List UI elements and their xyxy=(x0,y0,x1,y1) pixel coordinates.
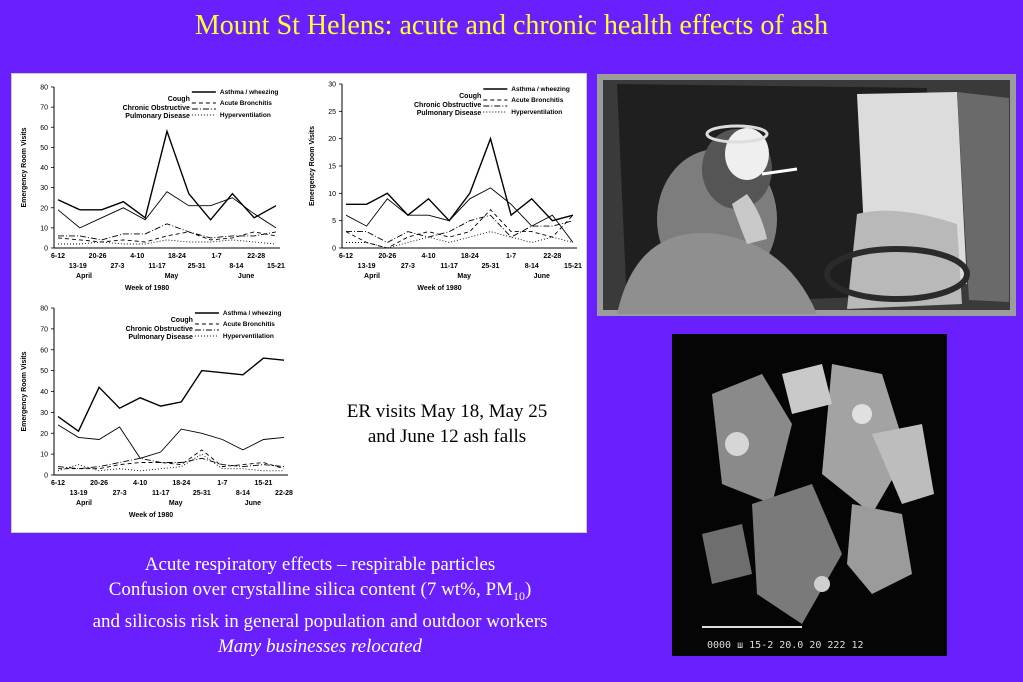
chart1-x-tick-label: 4-10 xyxy=(130,253,145,260)
chart1-x-tick-label: 15-21 xyxy=(267,263,285,270)
chart3-x-tick-label: 27-3 xyxy=(112,490,127,497)
chart3-legend-label: Hyperventilation xyxy=(222,333,274,340)
chart1-x-label: Week of 1980 xyxy=(124,285,170,292)
chart1-legend-label: Chronic Obstructive xyxy=(122,105,190,112)
chart2-series-line xyxy=(346,215,573,242)
chart2-legend-label: Asthma / wheezing xyxy=(511,86,570,93)
chart2-x-tick-label: 20-26 xyxy=(378,253,397,260)
chart2-y-label: Emergency Room Visits xyxy=(309,125,316,207)
chart3-x-tick-label: 6-12 xyxy=(50,480,66,487)
chart1-x-tick-label: 8-14 xyxy=(229,263,244,270)
er-visits-charts-svg xyxy=(12,74,586,532)
chart3-legend-label: Acute Bronchitis xyxy=(222,321,275,328)
bullet-2-subscript: 10 xyxy=(512,588,525,603)
chart2-legend-label: Acute Bronchitis xyxy=(511,97,564,104)
chart1-x-tick-label: 27-3 xyxy=(110,263,125,270)
chart1-legend-label: Cough xyxy=(167,96,190,103)
chart3-month-label: May xyxy=(168,500,183,507)
chart1-x-tick-label: 6-12 xyxy=(50,253,66,260)
chart2-y-tick-label: 10 xyxy=(328,190,336,198)
chart3-x-tick-label: 4-10 xyxy=(133,480,148,487)
chart1-x-tick-label: 13-19 xyxy=(68,263,87,270)
chart3-x-tick-label: 13-19 xyxy=(69,490,88,497)
chart3-x-tick-label: 15-21 xyxy=(254,480,273,487)
chart2-month-label: June xyxy=(533,273,550,280)
bullet-1: Acute respiratory effects – respirable particles xyxy=(144,554,496,575)
chart3-y-tick-label: 40 xyxy=(40,389,48,396)
chart3-y-label: Emergency Room Visits xyxy=(21,351,28,432)
chart1-legend-label: Hyperventilation xyxy=(219,112,271,119)
chart3-x-tick-label: 1-7 xyxy=(217,480,228,487)
chart2-legend-label: Cough xyxy=(459,93,482,100)
caption-line-1: ER visits May 18, May 25 xyxy=(346,401,548,422)
chart1-x-tick-label: 20-26 xyxy=(88,253,107,260)
chart2-x-tick-label: 6-12 xyxy=(338,253,354,260)
chart2-x-tick-label: 22-28 xyxy=(543,253,562,260)
chart2-y-tick-label: 30 xyxy=(328,81,336,89)
chart3-x-tick-label: 22-28 xyxy=(275,490,293,497)
chart1-month-label: May xyxy=(164,273,179,280)
chart3-x-tick-label: 25-31 xyxy=(192,490,211,497)
chart1-y-label: Emergency Room Visits xyxy=(21,127,28,208)
chart2-series-line xyxy=(346,210,573,248)
chart3-y-tick-label: 30 xyxy=(40,409,48,417)
ash-micrograph-photo xyxy=(672,334,947,656)
chart3-y-tick-label: 80 xyxy=(40,305,48,313)
slide-bullets xyxy=(10,552,630,659)
er-visits-chart-panel xyxy=(11,73,587,533)
chart1-y-tick-label: 80 xyxy=(40,84,48,92)
chart2-month-label: April xyxy=(364,273,380,280)
bullet-3: and silicosis risk in general population and outdoor workers xyxy=(92,610,548,632)
chart3-month-label: June xyxy=(244,500,262,507)
chart1-month-label: June xyxy=(237,273,255,280)
masked-driver-photo xyxy=(597,74,1016,316)
chart1-x-tick-label: 1-7 xyxy=(211,253,222,260)
slide-title: Mount St Helens: acute and chronic health effects of ash xyxy=(194,10,829,41)
chart2-x-tick-label: 13-19 xyxy=(357,263,376,270)
chart2-x-tick-label: 15-21 xyxy=(564,263,582,270)
ash-particles-illustration xyxy=(672,334,947,656)
chart1-series-line xyxy=(58,224,276,240)
chart3-x-label: Week of 1980 xyxy=(128,512,174,519)
chart2-x-tick-label: 27-3 xyxy=(400,263,415,270)
chart1-legend-label: Pulmonary Disease xyxy=(125,113,190,120)
bullet-2-close: ) xyxy=(524,579,532,600)
chart2-x-tick-label: 4-10 xyxy=(421,253,436,260)
chart1-series-line xyxy=(58,240,276,244)
chart2-month-label: May xyxy=(457,273,472,280)
chart3-legend-label: Asthma / wheezing xyxy=(222,310,282,317)
chart2-y-tick-label: 0 xyxy=(332,245,336,253)
chart2-y-tick-label: 5 xyxy=(332,218,336,226)
chart1-legend-label: Asthma / wheezing xyxy=(219,89,279,96)
chart2-legend-label: Hyperventilation xyxy=(511,109,563,116)
chart2-legend-label: Chronic Obstructive xyxy=(414,102,482,109)
chart2-y-tick-label: 20 xyxy=(328,136,336,144)
chart3-x-tick-label: 8-14 xyxy=(235,490,250,497)
caption-line-2: and June 12 ash falls xyxy=(367,426,527,447)
chart1-y-tick-label: 30 xyxy=(40,185,48,193)
chart3-x-tick-label: 18-24 xyxy=(172,480,191,487)
bullet-2-text: Confusion over crystalline silica content (7 wt%, PM xyxy=(108,579,513,600)
chart2-legend-label: Pulmonary Disease xyxy=(416,110,482,117)
chart3-y-tick-label: 70 xyxy=(40,326,48,334)
chart2-x-tick-label: 1-7 xyxy=(506,253,517,260)
chart1-y-tick-label: 50 xyxy=(40,144,48,152)
chart1-y-tick-label: 10 xyxy=(40,225,48,233)
chart3-series-line xyxy=(58,425,284,458)
chart1-x-tick-label: 18-24 xyxy=(167,253,186,260)
chart3-month-label: April xyxy=(76,500,92,507)
chart1-month-label: April xyxy=(76,273,92,280)
chart1-y-tick-label: 0 xyxy=(44,245,48,253)
chart3-y-tick-label: 0 xyxy=(44,472,48,480)
chart3-y-tick-label: 20 xyxy=(40,430,48,438)
chart1-y-tick-label: 70 xyxy=(40,104,48,112)
chart3-legend-label: Chronic Obstructive xyxy=(125,326,193,333)
chart2-x-tick-label: 18-24 xyxy=(460,253,479,260)
micrograph-label: 0000 ш 15-2 20.0 20 222 12 xyxy=(707,640,864,651)
chart3-legend-label: Pulmonary Disease xyxy=(128,334,193,341)
chart3-y-tick-label: 10 xyxy=(40,451,48,459)
bullet-4: Many businesses relocated xyxy=(217,635,423,657)
chart3-legend-label: Cough xyxy=(170,317,193,324)
chart1-y-tick-label: 20 xyxy=(40,205,48,213)
bullet-2 xyxy=(10,577,630,609)
chart3-y-tick-label: 50 xyxy=(40,368,48,376)
chart1-x-tick-label: 22-28 xyxy=(247,253,266,260)
chart2-x-tick-label: 25-31 xyxy=(481,263,500,270)
chart1-series-line xyxy=(58,232,276,242)
chart3-y-tick-label: 60 xyxy=(40,347,48,355)
chart2-x-label: Week of 1980 xyxy=(417,285,462,292)
masked-driver-illustration xyxy=(597,74,1016,316)
chart3-series-line xyxy=(58,358,284,431)
chart1-y-tick-label: 60 xyxy=(40,124,48,132)
chart3-x-tick-label: 20-26 xyxy=(90,480,109,487)
chart1-x-tick-label: 25-31 xyxy=(187,263,206,270)
chart2-y-tick-label: 15 xyxy=(328,163,336,171)
chart-caption xyxy=(312,399,582,449)
chart1-series-line xyxy=(58,131,276,220)
chart3-x-tick-label: 11-17 xyxy=(151,490,170,497)
chart2-x-tick-label: 8-14 xyxy=(524,263,539,270)
chart1-x-tick-label: 11-17 xyxy=(148,263,166,270)
chart1-legend-label: Acute Bronchitis xyxy=(219,100,272,107)
chart1-y-tick-label: 40 xyxy=(40,165,48,172)
chart2-x-tick-label: 11-17 xyxy=(440,263,458,270)
chart2-y-tick-label: 25 xyxy=(328,108,336,116)
